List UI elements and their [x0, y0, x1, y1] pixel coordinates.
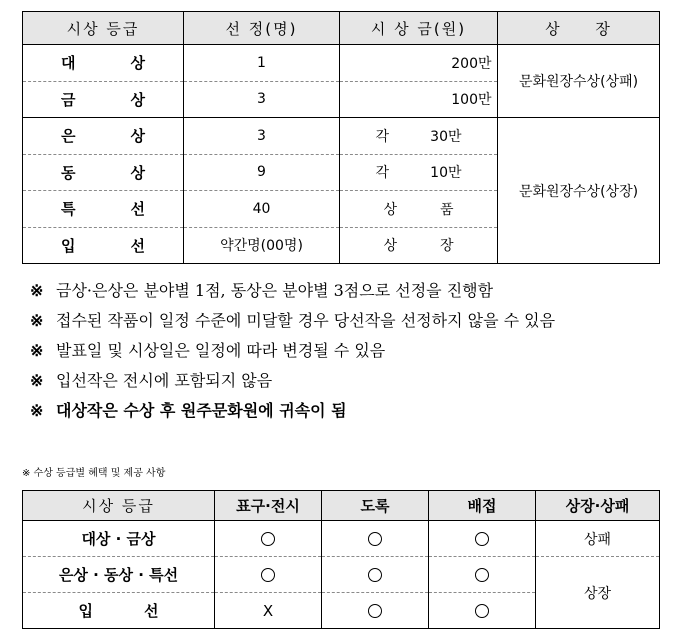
grade-cell: 금 상 [23, 81, 184, 118]
circle-mark-icon [475, 568, 489, 582]
circle-mark-icon [261, 532, 275, 546]
benefits-caption: ※ 수상 등급별 혜택 및 제공 사항 [22, 468, 166, 479]
header-prize-money: 시 상 금(원) [340, 12, 498, 45]
circle-mark-icon [368, 568, 382, 582]
note-item: ※ 입선작은 전시에 포함되지 않음 [30, 371, 273, 390]
header-selection-count: 선 정(명) [184, 12, 340, 45]
prize-cell: 상 품 [340, 191, 498, 228]
award-table-header-row [23, 12, 660, 45]
header-catalog: 도록 [322, 491, 429, 521]
grade-cell: 은 상 [23, 118, 184, 155]
backing-cell [429, 557, 536, 593]
certificate-group-certificate: 문화원장수상(상장) [498, 118, 660, 264]
backing-cell [429, 593, 536, 629]
header-award-grade: 시상 등급 [23, 491, 215, 521]
circle-mark-icon [261, 568, 275, 582]
catalog-cell [322, 557, 429, 593]
award-cell-certificate: 상장 [536, 557, 660, 629]
award-cell-plaque: 상패 [536, 521, 660, 557]
notes-list [30, 276, 555, 426]
table-row [23, 45, 660, 82]
count-cell: 40 [184, 191, 340, 228]
header-certificate: 상 장 [498, 12, 660, 45]
certificate-group-plaque: 문화원장수상(상패) [498, 45, 660, 118]
header-award-grade: 시상 등급 [23, 12, 184, 45]
header-certificate-plaque: 상장·상패 [536, 491, 660, 521]
prize-cell: 상 장 [340, 227, 498, 264]
grade-cell: 동 상 [23, 154, 184, 191]
grade-cell: 특 선 [23, 191, 184, 228]
prize-cell: 100만 [340, 81, 498, 118]
note-item: ※ 금상·은상은 분야별 1점, 동상은 분야별 3점으로 선정을 진행함 [30, 281, 494, 300]
grade-cell: 은상 · 동상 · 특선 [23, 557, 215, 593]
table-row [23, 557, 660, 593]
circle-mark-icon [368, 604, 382, 618]
catalog-cell [322, 593, 429, 629]
note-item: ※ 접수된 작품이 일정 수준에 미달할 경우 당선작을 선정하지 않을 수 있음 [30, 311, 556, 330]
framing-cell: X [215, 593, 322, 629]
grade-cell: 대상 · 금상 [23, 521, 215, 557]
prize-cell: 각 30만 [340, 118, 498, 155]
circle-mark-icon [368, 532, 382, 546]
header-backing: 배접 [429, 491, 536, 521]
prize-cell: 각 10만 [340, 154, 498, 191]
framing-cell [215, 521, 322, 557]
catalog-cell [322, 521, 429, 557]
grade-cell: 입 선 [23, 593, 215, 629]
count-cell: 1 [184, 45, 340, 82]
note-item: ※ 발표일 및 시상일은 일정에 따라 변경될 수 있음 [30, 341, 386, 360]
count-cell: 3 [184, 118, 340, 155]
note-item-emphasis: ※ 대상작은 수상 후 원주문화원에 귀속이 됨 [30, 401, 347, 420]
prize-cell: 200만 [340, 45, 498, 82]
table-row [23, 118, 660, 155]
framing-cell [215, 557, 322, 593]
benefits-table [22, 490, 660, 629]
award-grade-table [22, 11, 660, 264]
backing-cell [429, 521, 536, 557]
circle-mark-icon [475, 532, 489, 546]
grade-cell: 대 상 [23, 45, 184, 82]
grade-cell: 입 선 [23, 227, 184, 264]
table-row [23, 521, 660, 557]
circle-mark-icon [475, 604, 489, 618]
count-cell: 3 [184, 81, 340, 118]
count-cell: 9 [184, 154, 340, 191]
count-cell: 약간명(00명) [184, 227, 340, 264]
header-framing-exhibition: 표구·전시 [215, 491, 322, 521]
benefits-table-header-row [23, 491, 660, 521]
